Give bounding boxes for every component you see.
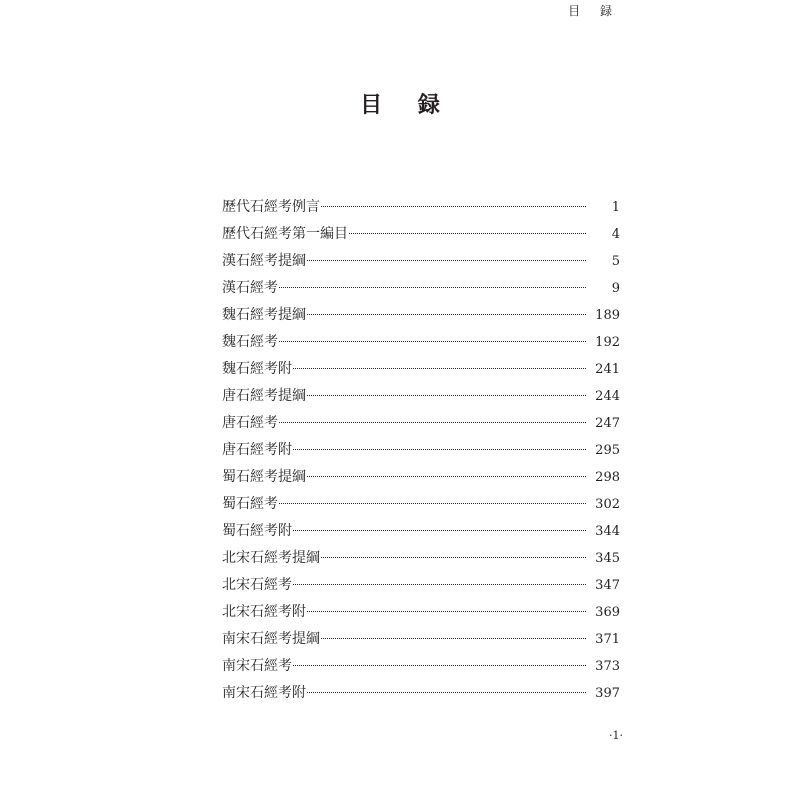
toc-page-number: 241 (595, 362, 620, 377)
toc-entry[interactable] (222, 574, 620, 601)
toc-entry[interactable] (222, 439, 620, 466)
toc-page-number: 244 (595, 389, 620, 404)
toc-entry-title: 南宋石經考提綱 (222, 631, 320, 647)
dot-leader (293, 530, 586, 531)
toc-entry[interactable] (222, 655, 620, 682)
dot-leader (279, 341, 586, 342)
toc-entry-title: 蜀石經考附 (222, 523, 292, 539)
toc-page-number: 371 (595, 632, 620, 647)
running-head: 目 録 (568, 4, 620, 18)
toc-page-number: 347 (595, 578, 620, 593)
toc-entry-title: 南宋石經考附 (222, 685, 306, 701)
toc-entry-title: 北宋石經考 (222, 577, 292, 593)
toc-page-number: 298 (595, 470, 620, 485)
dot-leader (321, 557, 586, 558)
dot-leader (307, 611, 586, 612)
toc-entry-title: 歷代石經考第一編目 (222, 226, 348, 242)
toc-entry-title: 南宋石經考 (222, 658, 292, 674)
toc-entry[interactable] (222, 250, 620, 277)
dot-leader (307, 314, 586, 315)
toc-page-number: 192 (595, 335, 620, 350)
toc-page-number: 345 (595, 551, 620, 566)
toc-entry-title: 漢石經考 (222, 280, 278, 296)
toc-page-number: 5 (611, 254, 620, 269)
toc-entry-title: 唐石經考附 (222, 442, 292, 458)
toc-entry-title: 魏石經考附 (222, 361, 292, 377)
toc-entry[interactable] (222, 196, 620, 223)
toc-entry[interactable] (222, 385, 620, 412)
dot-leader (307, 476, 586, 477)
dot-leader (321, 206, 586, 207)
toc-page-number: 344 (595, 524, 620, 539)
toc-entry[interactable] (222, 628, 620, 655)
toc-page-number: 9 (611, 281, 620, 296)
toc-entry[interactable] (222, 223, 620, 250)
toc-entry[interactable] (222, 682, 620, 709)
toc-entry[interactable] (222, 466, 620, 493)
dot-leader (307, 395, 586, 396)
dot-leader (321, 638, 586, 639)
toc-entry[interactable] (222, 277, 620, 304)
dot-leader (279, 287, 586, 288)
toc-entry[interactable] (222, 520, 620, 547)
page-title: 目 録 (360, 92, 454, 118)
toc-entry[interactable] (222, 331, 620, 358)
toc-entry[interactable] (222, 547, 620, 574)
toc-page-number: 302 (595, 497, 620, 512)
dot-leader (293, 584, 586, 585)
dot-leader (349, 233, 586, 234)
dot-leader (279, 503, 586, 504)
dot-leader (293, 665, 586, 666)
toc-entry[interactable] (222, 358, 620, 385)
toc-entry-title: 蜀石經考 (222, 496, 278, 512)
toc-entry-title: 北宋石經考提綱 (222, 550, 320, 566)
toc-page-number: 4 (611, 227, 620, 242)
toc-page-number: 397 (595, 686, 620, 701)
toc-entry-title: 魏石經考提綱 (222, 307, 306, 323)
toc-entry[interactable] (222, 304, 620, 331)
page-folio: ·1· (609, 729, 623, 742)
toc-entry-title: 魏石經考 (222, 334, 278, 350)
dot-leader (279, 422, 586, 423)
toc-entry-title: 唐石經考提綱 (222, 388, 306, 404)
dot-leader (293, 368, 586, 369)
toc-page-number: 295 (595, 443, 620, 458)
toc-page-number: 189 (595, 308, 620, 323)
toc-entry-title: 漢石經考提綱 (222, 253, 306, 269)
toc-page-number: 1 (611, 200, 620, 215)
toc-page-number: 373 (595, 659, 620, 674)
toc-entry[interactable] (222, 493, 620, 520)
toc-entry-title: 蜀石經考提綱 (222, 469, 306, 485)
toc-entry-title: 北宋石經考附 (222, 604, 306, 620)
dot-leader (293, 449, 586, 450)
toc-entry-title: 唐石經考 (222, 415, 278, 431)
toc-entry[interactable] (222, 601, 620, 628)
toc-page-number: 247 (595, 416, 620, 431)
dot-leader (307, 260, 586, 261)
toc-entry-title: 歷代石經考例言 (222, 199, 320, 215)
toc-page-number: 369 (595, 605, 620, 620)
dot-leader (307, 692, 586, 693)
table-of-contents (222, 196, 620, 709)
toc-entry[interactable] (222, 412, 620, 439)
